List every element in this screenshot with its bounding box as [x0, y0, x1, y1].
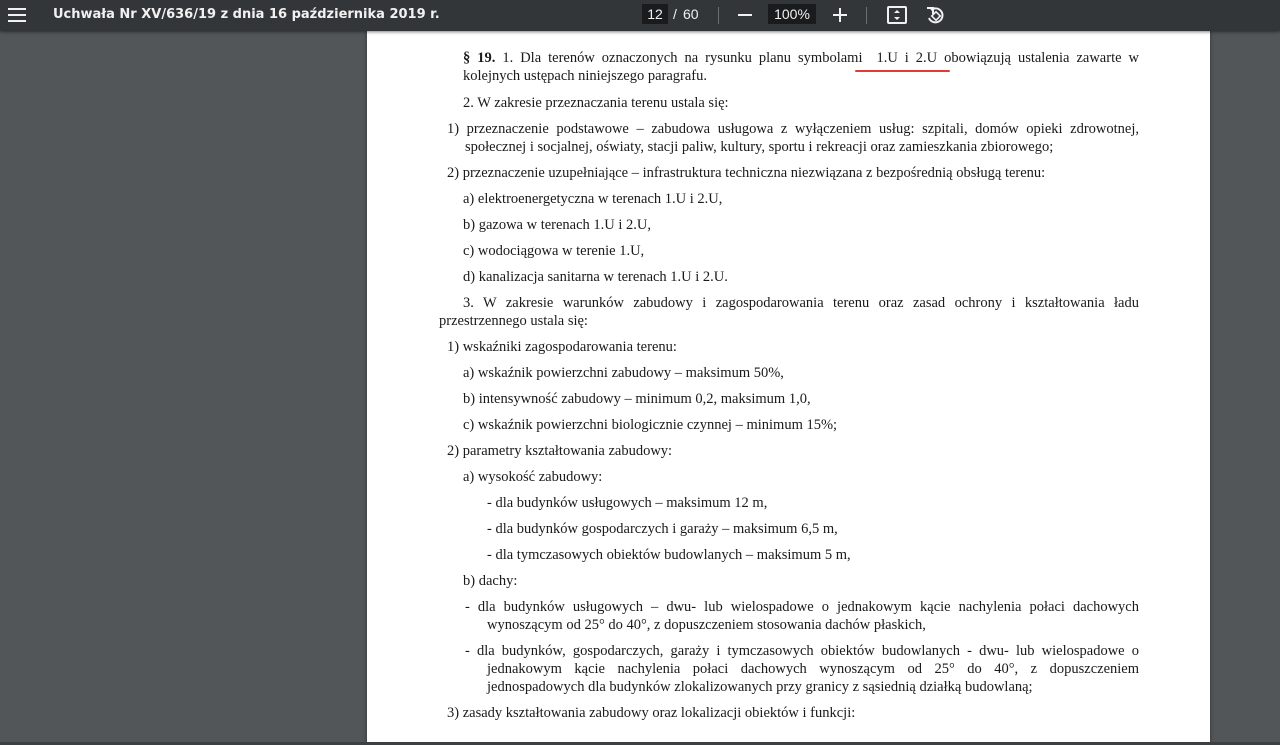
total-pages: 60: [683, 6, 699, 22]
fit-page-icon: [887, 6, 907, 24]
zoom-out-icon: [738, 8, 752, 22]
item-3-2-a: a) wysokość zabudowy:: [463, 469, 603, 485]
toolbar-divider: [718, 7, 719, 24]
item-3-2-a-2: - dla budynków gospodarczych i garaży – maksimum 6,5 m,: [487, 521, 838, 537]
highlighted-symbols: 1.U i 2.U: [876, 50, 938, 66]
item-3-1-b: b) intensywność zabudowy – minimum 0,2, maksimum 1,0,: [463, 391, 811, 407]
item-3-2: 2) parametry kształtowania zabudowy:: [447, 443, 673, 459]
item-2-2: 2) przeznaczenie uzupełniające – infrastruktura techniczna niezwiązana z bezpośrednią obsługą terenu:: [447, 165, 1046, 181]
zoom-level-input[interactable]: 100%: [768, 4, 816, 24]
item-3-2-b-2: - dla budynków, gospodarczych, garaży i tymczasowych obiektów budowlanych - dwu- lub wielospadowe o jednakowym kącie nachylenia połaci dachowych wynoszącym od 25° do 40°, z dopuszczeniem jednospadowych dla budynków zlokalizowanych przy granicy z sąsiednią działką budowlaną;: [465, 643, 1139, 695]
fit-page-button[interactable]: [885, 4, 909, 26]
pdf-page: [367, 31, 1210, 745]
rotate-button[interactable]: [923, 4, 947, 26]
item-3-1-c: c) wskaźnik powierzchni biologicznie czynnej – minimum 15%;: [463, 417, 838, 433]
item-2-2-d: d) kanalizacja sanitarna w terenach 1.U i 2.U.: [463, 269, 728, 285]
paragraph-2: 2. W zakresie przeznaczania terenu ustala się:: [463, 95, 729, 111]
item-2-2-c: c) wodociągowa w terenie 1.U,: [463, 243, 645, 259]
section-intro-rest: obowiązują ustalenia zawarte w kolejnych ustępach niniejszego paragrafu.: [463, 50, 1139, 84]
section-19-paragraph-1: [439, 49, 1139, 85]
document-text: [439, 49, 1139, 730]
pdf-toolbar: [0, 0, 1280, 31]
document-title: Uchwała Nr XV/636/19 z dnia 16 października 2019 r.: [53, 7, 440, 22]
zoom-in-icon: [833, 8, 847, 22]
rotate-icon: [925, 5, 945, 25]
paragraph-3-text: 3. W zakresie warunków zabudowy i zagospodarowania terenu oraz zasad ochrony i kształtowania ładu przestrzennego ustala się:: [439, 295, 1139, 329]
section-mark: § 19.: [463, 50, 496, 66]
paragraph-3: [439, 294, 1139, 330]
item-2-2-b: b) gazowa w terenach 1.U i 2.U,: [463, 217, 652, 233]
toolbar-divider: [866, 7, 867, 24]
page-separator: /: [673, 6, 677, 22]
item-3-3: 3) zasady kształtowania zabudowy oraz lokalizacji obiektów i funkcji:: [447, 705, 856, 721]
item-3-1: 1) wskaźniki zagospodarowania terenu:: [447, 339, 677, 355]
item-3-2-a-3: - dla tymczasowych obiektów budowlanych – maksimum 5 m,: [487, 547, 851, 563]
zoom-in-button[interactable]: [828, 4, 852, 26]
item-2-1: 1) przeznaczenie podstawowe – zabudowa usługowa z wyłączeniem usług: szpitali, domów opieki zdrowotnej, społecznej i socjalnej, oświaty, stacji paliw, kultury, sportu i rekreacji oraz zamieszkania zbiorowego;: [447, 121, 1139, 155]
item-3-2-b-1: - dla budynków usługowych – dwu- lub wielospadowe o jednakowym kącie nachylenia połaci dachowych wynoszącym od 25° do 40°, z dopuszczeniem stosowania dachów płaskich,: [465, 599, 1139, 633]
page-number-input[interactable]: 12: [642, 4, 668, 24]
menu-icon[interactable]: [8, 7, 26, 23]
item-2-2-a: a) elektroenergetyczna w terenach 1.U i 2.U,: [463, 191, 723, 207]
item-3-1-a: a) wskaźnik powierzchni zabudowy – maksimum 50%,: [463, 365, 784, 381]
item-3-2-b: b) dachy:: [463, 573, 518, 589]
zoom-out-button[interactable]: [733, 4, 757, 26]
section-intro: 1. Dla terenów oznaczonych na rysunku planu symbolami: [502, 50, 863, 66]
red-underline-annotation: [855, 70, 950, 72]
item-3-2-a-1: - dla budynków usługowych – maksimum 12 m,: [487, 495, 768, 511]
